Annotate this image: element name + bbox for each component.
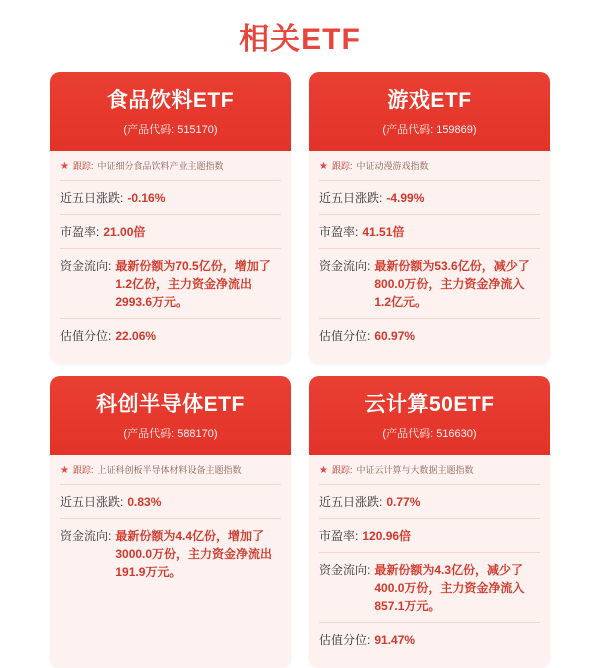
track-row: [319, 161, 540, 181]
flow-label: 资金流向:: [319, 259, 371, 274]
star-icon: ★: [60, 161, 69, 173]
etf-card-body: [309, 151, 550, 364]
percentile-row: [319, 623, 540, 656]
flow-row: [60, 519, 281, 588]
percentile-row: [60, 319, 281, 352]
star-icon: ★: [60, 465, 69, 477]
etf-code: (产品代码: 588170): [123, 428, 218, 441]
pe-value: 41.51倍: [362, 225, 405, 240]
etf-card[interactable]: [50, 376, 291, 668]
change5d-row: [60, 181, 281, 215]
track-value: 中证云计算与大数据主题指数: [356, 465, 474, 476]
etf-card-header: [50, 72, 291, 151]
etf-card[interactable]: [309, 72, 550, 364]
etf-card-header: [309, 72, 550, 151]
pe-row: [60, 215, 281, 249]
etf-code: (产品代码: 516630): [382, 428, 477, 441]
flow-value: 最新份额为53.6亿份，减少了800.0万份，主力资金净流入1.2亿元。: [374, 259, 530, 310]
percentile-value: 60.97%: [374, 329, 416, 344]
star-icon: ★: [319, 161, 328, 173]
change5d-value: -0.16%: [127, 191, 166, 206]
flow-row: [60, 249, 281, 319]
change5d-label: 近五日涨跌:: [319, 495, 383, 510]
etf-card-grid: [0, 72, 600, 668]
change5d-value: 0.77%: [386, 495, 421, 510]
page-title: 相关ETF: [239, 23, 361, 56]
flow-label: 资金流向:: [319, 563, 371, 578]
etf-card-header: [50, 376, 291, 455]
pe-label: 市盈率:: [319, 529, 359, 544]
track-value: 上证科创板半导体材料设备主题指数: [97, 465, 242, 476]
track-row: [60, 465, 281, 485]
flow-row: [319, 553, 540, 623]
etf-card[interactable]: [309, 376, 550, 668]
etf-name: 云计算50ETF: [364, 393, 495, 417]
percentile-label: 估值分位:: [319, 633, 371, 648]
percentile-row: [319, 319, 540, 352]
etf-code: (产品代码: 515170): [123, 124, 218, 137]
change5d-value: 0.83%: [127, 495, 162, 510]
flow-label: 资金流向:: [60, 259, 112, 274]
star-icon: ★: [319, 465, 328, 477]
percentile-value: 22.06%: [115, 329, 157, 344]
track-value: 中证动漫游戏指数: [356, 161, 429, 172]
track-label: 跟踪:: [72, 161, 94, 172]
track-row: [60, 161, 281, 181]
etf-card-body: [50, 455, 291, 668]
flow-value: 最新份额为4.4亿份，增加了3000.0万份，主力资金净流出191.9万元。: [115, 529, 273, 580]
etf-card-body: [309, 455, 550, 668]
etf-code: (产品代码: 159869): [382, 124, 477, 137]
pe-label: 市盈率:: [60, 225, 100, 240]
flow-label: 资金流向:: [60, 529, 112, 544]
percentile-label: 估值分位:: [60, 329, 112, 344]
change5d-label: 近五日涨跌:: [319, 191, 383, 206]
pe-value: 21.00倍: [103, 225, 146, 240]
pe-value: 120.96倍: [362, 529, 412, 544]
etf-name: 游戏ETF: [387, 89, 472, 112]
flow-row: [319, 249, 540, 319]
flow-value: 最新份额为70.5亿份，增加了1.2亿份，主力资金净流出2993.6万元。: [115, 259, 271, 310]
etf-card-body: [50, 151, 291, 364]
track-label: 跟踪:: [331, 161, 353, 172]
etf-name: 科创半导体ETF: [96, 393, 245, 417]
etf-card[interactable]: [50, 72, 291, 364]
track-row: [319, 465, 540, 485]
change5d-row: [319, 181, 540, 215]
track-label: 跟踪:: [72, 465, 94, 476]
pe-row: [319, 519, 540, 553]
percentile-value: 91.47%: [374, 633, 416, 648]
pe-row: [319, 215, 540, 249]
change5d-row: [60, 485, 281, 519]
change5d-row: [319, 485, 540, 519]
track-value: 中证细分食品饮料产业主题指数: [97, 161, 224, 172]
etf-card-header: [309, 376, 550, 455]
change5d-label: 近五日涨跌:: [60, 495, 124, 510]
change5d-value: -4.99%: [386, 191, 425, 206]
pe-label: 市盈率:: [319, 225, 359, 240]
change5d-label: 近五日涨跌:: [60, 191, 124, 206]
track-label: 跟踪:: [331, 465, 353, 476]
flow-value: 最新份额为4.3亿份，减少了400.0万份，主力资金净流入857.1万元。: [374, 563, 525, 614]
percentile-label: 估值分位:: [319, 329, 371, 344]
etf-name: 食品饮料ETF: [106, 89, 235, 112]
